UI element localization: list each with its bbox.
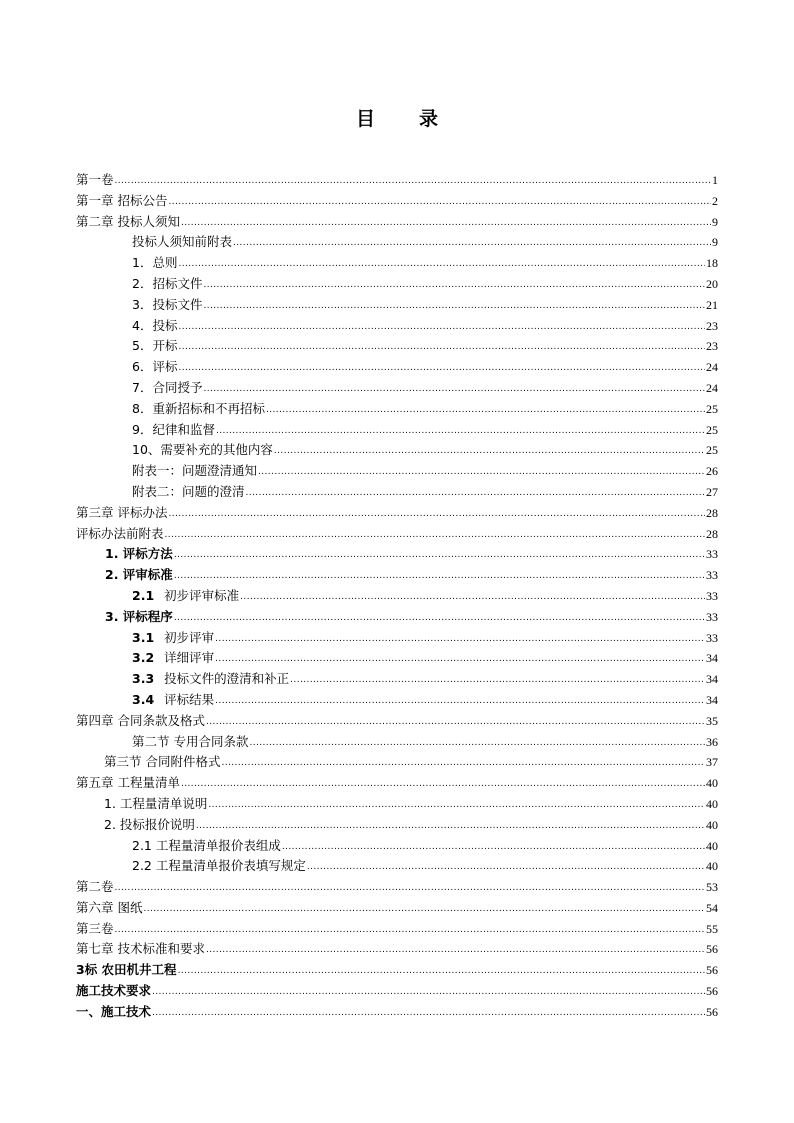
toc-text: 初步评审 [164,629,215,645]
toc-text: 初步评审标准 [164,587,240,603]
toc-entry[interactable] [76,440,718,461]
toc-entry[interactable] [76,461,718,482]
toc-leader [168,504,705,525]
toc-page: 23 [706,339,718,354]
toc-leader [203,379,705,400]
toc-label: 5．开标 [132,338,178,354]
toc-number: 3.2 [132,650,155,666]
toc-page: 18 [706,256,718,271]
toc-label: 第三章 评标办法 [76,504,168,520]
toc-page: 24 [706,360,718,375]
toc-leader [174,566,705,587]
toc-label [132,690,214,711]
toc-label: 1．总则 [132,255,178,271]
toc-page: 56 [706,1004,718,1019]
toc-entry[interactable] [76,378,718,399]
toc-entry[interactable] [76,336,718,357]
toc-leader [174,545,705,566]
toc-entry[interactable] [76,232,718,253]
toc-label: 10、需要补充的其他内容 [132,442,273,458]
toc-label [132,669,289,690]
toc-page: 40 [706,796,718,811]
toc-page: 27 [706,484,718,499]
toc-leader [215,691,705,712]
toc-entry[interactable] [76,752,718,773]
toc-label [132,586,239,607]
toc-number: 2.1 [132,587,155,603]
toc-leader [115,878,705,899]
toc-label: 2. 评审标准 [105,567,173,583]
toc-page: 25 [706,443,718,458]
toc-leader [203,296,705,317]
toc-leader [290,670,705,691]
toc-text: 投标文件的澄清和补正 [164,671,290,687]
toc-label: 附表二：问题的澄清 [132,483,245,499]
toc-label: 第一卷 [76,172,114,187]
toc-leader [258,462,705,483]
toc-page: 33 [706,568,718,583]
toc-label: 第四章 合同条款及格式 [76,712,205,728]
toc-entry[interactable] [76,628,718,649]
toc-leader [203,275,705,296]
toc-page: 40 [706,859,718,874]
toc-label: 6．评标 [132,359,178,375]
toc-entry[interactable] [76,274,718,295]
toc-label: 3. 评标程序 [105,608,173,624]
toc-entry[interactable] [76,981,718,1002]
toc-label: 附表一：问题澄清通知 [132,463,258,479]
toc-label: 2.2 工程量清单报价表填写规定 [132,858,306,874]
toc-leader [181,213,711,234]
toc-entry[interactable] [76,191,718,212]
toc-label: 3标 农田机井工程 [76,962,177,978]
toc-entry[interactable] [76,1002,718,1023]
toc-leader [152,1003,705,1024]
toc-leader [165,525,705,546]
toc-label: 一、施工技术 [76,1003,152,1019]
toc-leader [115,920,705,941]
toc-label: 第七章 技术标准和要求 [76,941,205,957]
toc-label: 第五章 工程量清单 [76,775,180,791]
toc-entry[interactable] [76,690,718,711]
toc-page: 20 [706,276,718,291]
toc-number: 3.4 [132,691,155,707]
toc-leader [216,421,705,442]
toc-entry[interactable] [76,357,718,378]
toc-entry[interactable] [76,316,718,337]
toc-entry[interactable] [76,482,718,503]
toc-entry[interactable] [76,856,718,877]
toc-entry[interactable] [76,607,718,628]
toc-leader [178,254,705,275]
toc-page: 40 [706,838,718,853]
toc-page: 25 [706,422,718,437]
toc-page: 40 [706,776,718,791]
toc-label: 第二节 专用合同条款 [132,733,249,749]
toc-label [132,628,214,649]
toc-label: 1. 工程量清单说明 [104,795,208,811]
toc-page: 54 [706,900,718,915]
toc-entry[interactable] [76,773,718,794]
toc-page: 28 [706,526,718,541]
toc-number: 3.1 [132,629,155,645]
toc-leader [215,649,705,670]
toc-leader [246,483,705,504]
toc-label: 第六章 图纸 [76,899,143,915]
toc-entry[interactable] [76,898,718,919]
toc-page: 2 [712,193,718,208]
toc-leader [282,837,705,858]
toc-leader [178,337,705,358]
toc-label [132,648,214,669]
toc-page: 23 [706,318,718,333]
toc-entry[interactable] [76,524,718,545]
toc-leader [206,712,705,733]
toc-entry[interactable] [76,399,718,420]
toc-page: 28 [706,505,718,520]
toc-leader [178,317,705,338]
toc-entry[interactable] [76,170,718,191]
toc-leader [266,400,705,421]
toc-label: 9．纪律和监督 [132,421,215,437]
toc-label: 第二卷 [76,879,114,895]
toc-page: 26 [706,464,718,479]
toc-entry[interactable] [76,815,718,836]
toc-leader [307,857,705,878]
toc-label: 4．投标 [132,317,178,333]
toc-label: 第三节 合同附件格式 [104,754,221,770]
toc-entry[interactable] [76,565,718,586]
toc-page: 24 [706,380,718,395]
toc-page: 21 [706,297,718,312]
toc-leader [178,358,705,379]
toc-entry[interactable] [76,544,718,565]
toc-entry[interactable] [76,669,718,690]
toc-page: 34 [706,672,718,687]
toc-page: 33 [706,630,718,645]
toc-page: 34 [706,692,718,707]
toc-leader [181,774,705,795]
toc-leader [221,753,705,774]
toc-label: 1. 评标方法 [105,546,173,562]
toc-page: 9 [712,214,718,229]
toc-label: 2. 投标报价说明 [104,816,195,832]
toc-label: 投标人须知前附表 [132,234,233,250]
toc-page: 34 [706,651,718,666]
toc-page: 56 [706,984,718,999]
toc-entry[interactable] [76,503,718,524]
toc-label: 第三卷 [76,920,114,936]
toc-text: 详细评审 [164,650,215,666]
toc-text: 评标结果 [164,691,215,707]
table-of-contents [76,170,718,1023]
toc-entry[interactable] [76,960,718,981]
toc-leader [143,899,705,920]
toc-page: 9 [712,235,718,250]
toc-entry[interactable] [76,732,718,753]
toc-leader [206,940,705,961]
toc-entry[interactable] [76,295,718,316]
toc-entry[interactable] [76,836,718,857]
toc-page: 33 [706,609,718,624]
toc-number: 3.3 [132,671,155,687]
toc-page: 35 [706,713,718,728]
toc-label: 2．招标文件 [132,275,203,291]
title-char-2: 录 [419,108,439,130]
toc-entry[interactable] [76,648,718,669]
toc-page: 1 [712,173,718,187]
toc-page: 53 [706,880,718,895]
toc-entry[interactable] [76,919,718,940]
toc-label: 第一章 招标公告 [76,192,168,208]
toc-entry[interactable] [76,794,718,815]
toc-label: 2.1 工程量清单报价表组成 [132,837,281,853]
toc-leader [215,629,705,650]
toc-page: 36 [706,734,718,749]
toc-page: 55 [706,921,718,936]
toc-label: 第二章 投标人须知 [76,213,180,229]
toc-leader [178,961,705,982]
toc-entry[interactable] [76,711,718,732]
toc-page: 40 [706,817,718,832]
toc-label: 3．投标文件 [132,296,203,312]
toc-label: 评标办法前附表 [76,525,164,541]
toc-leader [208,795,705,816]
toc-entry[interactable] [76,939,718,960]
toc-leader [152,982,705,1003]
title-char-1: 目 [355,108,375,130]
toc-entry[interactable] [76,212,718,233]
toc-page: 56 [706,963,718,978]
toc-page: 33 [706,588,718,603]
page-title [0,104,794,131]
toc-label: 7．合同授予 [132,379,203,395]
toc-page: 25 [706,401,718,416]
toc-leader [168,192,711,213]
toc-leader [274,441,705,462]
toc-entry[interactable] [76,420,718,441]
toc-page: 37 [706,755,718,770]
toc-entry[interactable] [76,877,718,898]
toc-page: 33 [706,547,718,562]
toc-entry[interactable] [76,253,718,274]
toc-leader [233,233,711,254]
toc-leader [115,171,711,192]
toc-leader [240,587,705,608]
toc-leader [249,733,705,754]
toc-leader [196,816,705,837]
toc-label: 8．重新招标和不再招标 [132,400,265,416]
toc-page: 56 [706,942,718,957]
toc-label: 施工技术要求 [76,983,152,999]
toc-leader [174,608,705,629]
toc-entry[interactable] [76,586,718,607]
